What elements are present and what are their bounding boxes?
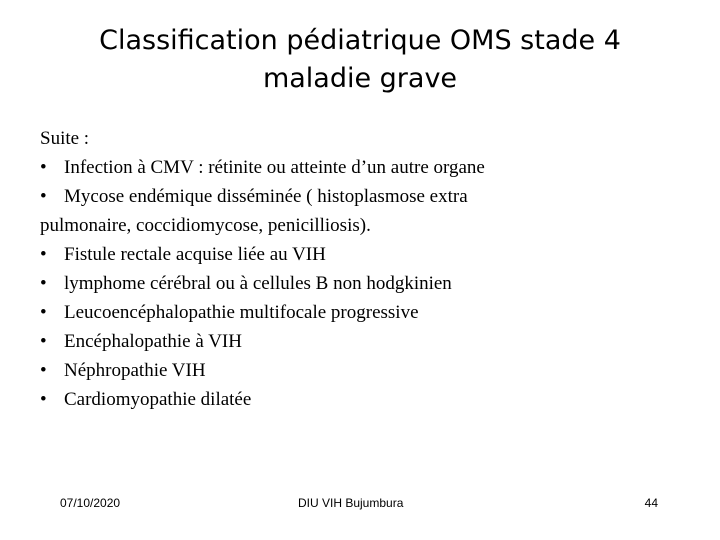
- bullet-icon: •: [40, 302, 47, 323]
- bullet-text: Infection à CMV : rétinite ou atteinte d’un autre organe: [64, 157, 485, 178]
- bullet-item: [40, 356, 690, 385]
- intro-text: Suite :: [40, 128, 90, 149]
- bullet-continuation: pulmonaire, coccidiomycose, penicilliosis).: [40, 215, 371, 236]
- slide-body: [40, 124, 690, 414]
- bullet-icon: •: [40, 186, 47, 207]
- bullet-icon: •: [40, 273, 47, 294]
- bullet-item: [40, 385, 690, 414]
- bullet-item: [40, 182, 690, 211]
- bullet-icon: •: [40, 360, 47, 381]
- title-line: Classification pédiatrique OMS stade 4: [99, 25, 621, 56]
- bullet-item: [40, 298, 690, 327]
- bullet-item: [40, 327, 690, 356]
- bullet-text: Mycose endémique disséminée ( histoplasmose extra: [64, 186, 468, 207]
- title-line: maladie grave: [262, 63, 458, 94]
- bullet-text: Fistule rectale acquise liée au VIH: [64, 244, 326, 265]
- footer-date: 07/10/2020: [60, 496, 121, 510]
- page-number: 44: [644, 496, 658, 510]
- bullet-item: [40, 240, 690, 269]
- bullet-item: [40, 153, 690, 182]
- bullet-icon: •: [40, 331, 47, 352]
- slide-title: [40, 22, 680, 98]
- bullet-icon: •: [40, 389, 47, 410]
- bullet-text: lymphome cérébral ou à cellules B non hodgkinien: [64, 273, 452, 294]
- bullet-icon: •: [40, 157, 47, 178]
- bullet-text: Cardiomyopathie dilatée: [64, 389, 252, 410]
- bullet-text: Encéphalopathie à VIH: [64, 331, 242, 352]
- bullet-icon: •: [40, 244, 47, 265]
- bullet-text: Leucoencéphalopathie multifocale progressive: [64, 302, 419, 323]
- footer-title: DIU VIH Bujumbura: [298, 496, 404, 510]
- bullet-item: [40, 269, 690, 298]
- bullet-text: Néphropathie VIH: [64, 360, 206, 381]
